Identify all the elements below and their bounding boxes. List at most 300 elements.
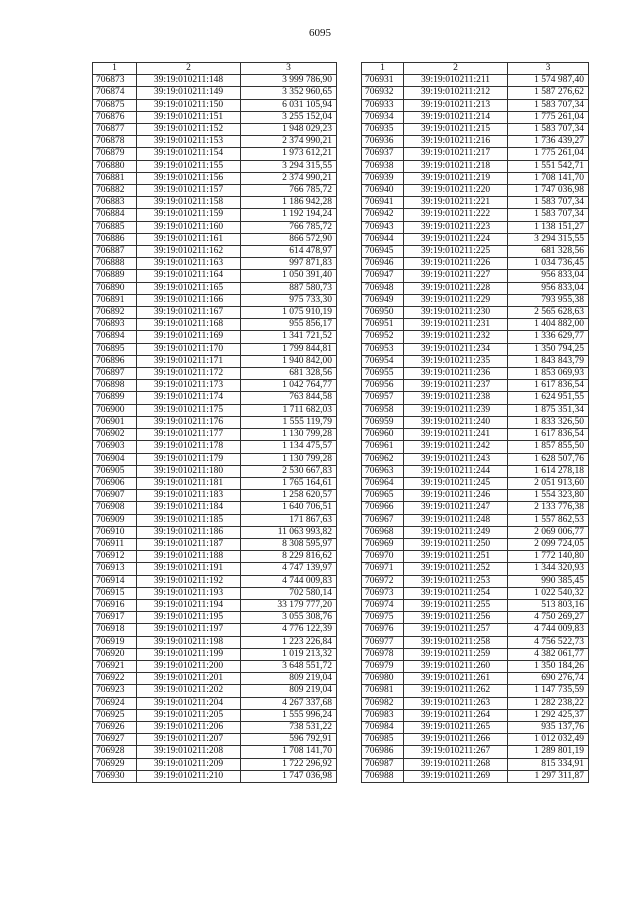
row-number-cell: 706968: [362, 526, 404, 538]
value-cell: 1 583 707,34: [508, 209, 589, 221]
row-number-cell: 706957: [362, 392, 404, 404]
cadastral-number-cell: 39:19:010211:238: [404, 392, 508, 404]
row-number-cell: 706896: [93, 355, 137, 367]
value-cell: 866 572,90: [241, 233, 337, 245]
cadastral-number-cell: 39:19:010211:255: [404, 599, 508, 611]
table-row: [362, 380, 589, 392]
table-row: [362, 246, 589, 258]
row-number-cell: 706986: [362, 746, 404, 758]
value-cell: 8 229 816,62: [241, 551, 337, 563]
cadastral-number-cell: 39:19:010211:204: [137, 697, 241, 709]
table-row: [93, 502, 337, 514]
row-number-cell: 706907: [93, 490, 137, 502]
row-number-cell: 706987: [362, 758, 404, 770]
value-cell: 1 799 844,81: [241, 343, 337, 355]
value-cell: 1 940 842,00: [241, 355, 337, 367]
table-row: [362, 197, 589, 209]
row-number-cell: 706920: [93, 648, 137, 660]
value-cell: 1 019 213,32: [241, 648, 337, 660]
value-cell: 809 219,04: [241, 673, 337, 685]
cadastral-number-cell: 39:19:010211:151: [137, 111, 241, 123]
table-row: [362, 551, 589, 563]
value-cell: 1 223 226,84: [241, 636, 337, 648]
value-cell: 1 843 843,79: [508, 355, 589, 367]
row-number-cell: 706876: [93, 111, 137, 123]
cadastral-number-cell: 39:19:010211:168: [137, 319, 241, 331]
table-row: [93, 490, 337, 502]
cadastral-number-cell: 39:19:010211:200: [137, 660, 241, 672]
cadastral-number-cell: 39:19:010211:165: [137, 282, 241, 294]
cadastral-number-cell: 39:19:010211:195: [137, 612, 241, 624]
row-number-cell: 706891: [93, 294, 137, 306]
cadastral-number-cell: 39:19:010211:214: [404, 111, 508, 123]
table-row: [362, 319, 589, 331]
value-cell: 1 282 238,22: [508, 697, 589, 709]
table-row: [93, 429, 337, 441]
table-row: [362, 660, 589, 672]
table-row: [362, 75, 589, 87]
table-row: [362, 526, 589, 538]
cadastral-number-cell: 39:19:010211:199: [137, 648, 241, 660]
row-number-cell: 706926: [93, 721, 137, 733]
value-cell: 681 328,56: [508, 246, 589, 258]
column-header-2: 2: [404, 63, 508, 75]
row-number-cell: 706983: [362, 709, 404, 721]
value-cell: 1 344 320,93: [508, 563, 589, 575]
value-cell: 738 531,22: [241, 721, 337, 733]
page-number: 6095: [309, 27, 331, 39]
cadastral-number-cell: 39:19:010211:212: [404, 87, 508, 99]
value-cell: 1 336 629,77: [508, 331, 589, 343]
table-row: [362, 270, 589, 282]
cadastral-number-cell: 39:19:010211:198: [137, 636, 241, 648]
cadastral-number-cell: 39:19:010211:153: [137, 136, 241, 148]
value-cell: 4 776 122,39: [241, 624, 337, 636]
cadastral-number-cell: 39:19:010211:178: [137, 441, 241, 453]
table-row: [93, 258, 337, 270]
value-cell: 2 374 990,21: [241, 172, 337, 184]
table-row: [362, 258, 589, 270]
table-row: [362, 587, 589, 599]
value-cell: 1 555 996,24: [241, 709, 337, 721]
table-row: [93, 282, 337, 294]
row-number-cell: 706916: [93, 599, 137, 611]
table-row: [362, 673, 589, 685]
row-number-cell: 706981: [362, 685, 404, 697]
table-row: [93, 685, 337, 697]
value-cell: 763 844,58: [241, 392, 337, 404]
row-number-cell: 706975: [362, 612, 404, 624]
table-row: [93, 673, 337, 685]
row-number-cell: 706909: [93, 514, 137, 526]
cadastral-number-cell: 39:19:010211:206: [137, 721, 241, 733]
table-row: [362, 416, 589, 428]
row-number-cell: 706970: [362, 551, 404, 563]
row-number-cell: 706901: [93, 416, 137, 428]
row-number-cell: 706940: [362, 185, 404, 197]
value-cell: 1 350 184,26: [508, 660, 589, 672]
row-number-cell: 706922: [93, 673, 137, 685]
row-number-cell: 706884: [93, 209, 137, 221]
table-row: [93, 636, 337, 648]
row-number-cell: 706877: [93, 124, 137, 136]
cadastral-number-cell: 39:19:010211:243: [404, 453, 508, 465]
row-number-cell: 706881: [93, 172, 137, 184]
value-cell: 1 775 261,04: [508, 148, 589, 160]
table-row: [362, 599, 589, 611]
row-number-cell: 706973: [362, 587, 404, 599]
row-number-cell: 706938: [362, 160, 404, 172]
value-cell: 1 624 951,55: [508, 392, 589, 404]
row-number-cell: 706935: [362, 124, 404, 136]
row-number-cell: 706880: [93, 160, 137, 172]
value-cell: 1 186 942,28: [241, 197, 337, 209]
table-row: [93, 148, 337, 160]
row-number-cell: 706947: [362, 270, 404, 282]
cadastral-number-cell: 39:19:010211:232: [404, 331, 508, 343]
table-row: [93, 563, 337, 575]
cadastral-number-cell: 39:19:010211:173: [137, 380, 241, 392]
value-cell: 809 219,04: [241, 685, 337, 697]
row-number-cell: 706933: [362, 99, 404, 111]
value-cell: 1 297 311,87: [508, 770, 589, 782]
row-number-cell: 706980: [362, 673, 404, 685]
value-cell: 1 711 682,03: [241, 404, 337, 416]
cadastral-number-cell: 39:19:010211:207: [137, 734, 241, 746]
table-row: [362, 331, 589, 343]
value-cell: 975 733,30: [241, 294, 337, 306]
value-cell: 1 557 862,53: [508, 514, 589, 526]
value-cell: 2 133 776,38: [508, 502, 589, 514]
value-cell: 1 130 799,28: [241, 429, 337, 441]
cadastral-number-cell: 39:19:010211:183: [137, 490, 241, 502]
value-cell: 6 031 105,94: [241, 99, 337, 111]
value-cell: 1 042 764,77: [241, 380, 337, 392]
cadastral-number-cell: 39:19:010211:260: [404, 660, 508, 672]
value-cell: 1 747 036,98: [241, 770, 337, 782]
table-row: [93, 185, 337, 197]
row-number-cell: 706974: [362, 599, 404, 611]
cadastral-number-cell: 39:19:010211:164: [137, 270, 241, 282]
cadastral-number-cell: 39:19:010211:157: [137, 185, 241, 197]
cadastral-number-cell: 39:19:010211:250: [404, 538, 508, 550]
value-cell: 1 554 323,80: [508, 490, 589, 502]
row-number-cell: 706972: [362, 575, 404, 587]
value-cell: 766 785,72: [241, 185, 337, 197]
row-number-cell: 706875: [93, 99, 137, 111]
cadastral-number-cell: 39:19:010211:264: [404, 709, 508, 721]
row-number-cell: 706924: [93, 697, 137, 709]
table-row: [93, 319, 337, 331]
row-number-cell: 706917: [93, 612, 137, 624]
cadastral-number-cell: 39:19:010211:236: [404, 368, 508, 380]
table-row: [93, 221, 337, 233]
cadastral-number-cell: 39:19:010211:171: [137, 355, 241, 367]
cadastral-number-cell: 39:19:010211:265: [404, 721, 508, 733]
value-cell: 1 587 276,62: [508, 87, 589, 99]
row-number-cell: 706977: [362, 636, 404, 648]
value-cell: 3 294 315,55: [508, 233, 589, 245]
row-number-cell: 706937: [362, 148, 404, 160]
cadastral-number-cell: 39:19:010211:251: [404, 551, 508, 563]
cadastral-number-cell: 39:19:010211:219: [404, 172, 508, 184]
value-cell: 1 736 439,27: [508, 136, 589, 148]
value-cell: 1 292 425,37: [508, 709, 589, 721]
value-cell: 1 617 836,54: [508, 429, 589, 441]
cadastral-number-cell: 39:19:010211:152: [137, 124, 241, 136]
cadastral-number-cell: 39:19:010211:228: [404, 282, 508, 294]
cadastral-number-cell: 39:19:010211:259: [404, 648, 508, 660]
row-number-cell: 706904: [93, 453, 137, 465]
row-number-cell: 706962: [362, 453, 404, 465]
cadastral-number-cell: 39:19:010211:216: [404, 136, 508, 148]
table-row: [93, 111, 337, 123]
cadastral-number-cell: 39:19:010211:261: [404, 673, 508, 685]
row-number-cell: 706949: [362, 294, 404, 306]
value-cell: 1 708 141,70: [241, 746, 337, 758]
cadastral-number-cell: 39:19:010211:249: [404, 526, 508, 538]
cadastral-number-cell: 39:19:010211:247: [404, 502, 508, 514]
cadastral-number-cell: 39:19:010211:179: [137, 453, 241, 465]
row-number-cell: 706951: [362, 319, 404, 331]
cadastral-number-cell: 39:19:010211:197: [137, 624, 241, 636]
row-number-cell: 706893: [93, 319, 137, 331]
cadastral-number-cell: 39:19:010211:159: [137, 209, 241, 221]
table-row: [362, 538, 589, 550]
cadastral-number-cell: 39:19:010211:234: [404, 343, 508, 355]
cadastral-number-cell: 39:19:010211:172: [137, 368, 241, 380]
value-cell: 2 374 990,21: [241, 136, 337, 148]
value-cell: 1 583 707,34: [508, 197, 589, 209]
row-number-cell: 706921: [93, 660, 137, 672]
table-row: [93, 697, 337, 709]
table-row: [362, 770, 589, 782]
row-number-cell: 706894: [93, 331, 137, 343]
value-cell: 3 999 786,90: [241, 75, 337, 87]
row-number-cell: 706941: [362, 197, 404, 209]
row-number-cell: 706934: [362, 111, 404, 123]
table-row: [362, 111, 589, 123]
row-number-cell: 706944: [362, 233, 404, 245]
table-row: [362, 477, 589, 489]
cadastral-number-cell: 39:19:010211:225: [404, 246, 508, 258]
row-number-cell: 706892: [93, 307, 137, 319]
column-header-2: 2: [137, 63, 241, 75]
row-number-cell: 706969: [362, 538, 404, 550]
value-cell: 1 022 540,32: [508, 587, 589, 599]
row-number-cell: 706913: [93, 563, 137, 575]
value-cell: 4 382 061,77: [508, 648, 589, 660]
row-number-cell: 706958: [362, 404, 404, 416]
table-row: [93, 526, 337, 538]
row-number-cell: 706903: [93, 441, 137, 453]
row-number-cell: 706964: [362, 477, 404, 489]
table-row: [362, 368, 589, 380]
row-number-cell: 706930: [93, 770, 137, 782]
cadastral-number-cell: 39:19:010211:218: [404, 160, 508, 172]
table-row: [93, 551, 337, 563]
table-row: [93, 587, 337, 599]
cadastral-number-cell: 39:19:010211:191: [137, 563, 241, 575]
row-number-cell: 706956: [362, 380, 404, 392]
value-cell: 4 747 139,97: [241, 563, 337, 575]
value-cell: 702 580,14: [241, 587, 337, 599]
data-table-left: [92, 62, 337, 783]
value-cell: 1 551 542,71: [508, 160, 589, 172]
row-number-cell: 706927: [93, 734, 137, 746]
value-cell: 1 130 799,28: [241, 453, 337, 465]
value-cell: 1 192 194,24: [241, 209, 337, 221]
value-cell: 1 948 029,23: [241, 124, 337, 136]
value-cell: 2 099 724,05: [508, 538, 589, 550]
row-number-cell: 706928: [93, 746, 137, 758]
cadastral-number-cell: 39:19:010211:257: [404, 624, 508, 636]
cadastral-number-cell: 39:19:010211:154: [137, 148, 241, 160]
cadastral-number-cell: 39:19:010211:205: [137, 709, 241, 721]
row-number-cell: 706923: [93, 685, 137, 697]
table-row: [362, 453, 589, 465]
table-row: [93, 392, 337, 404]
cadastral-number-cell: 39:19:010211:237: [404, 380, 508, 392]
cadastral-number-cell: 39:19:010211:167: [137, 307, 241, 319]
cadastral-number-cell: 39:19:010211:174: [137, 392, 241, 404]
cadastral-number-cell: 39:19:010211:252: [404, 563, 508, 575]
cadastral-number-cell: 39:19:010211:230: [404, 307, 508, 319]
table-row: [93, 343, 337, 355]
table-row: [93, 233, 337, 245]
table-row: [93, 160, 337, 172]
table-row: [93, 209, 337, 221]
cadastral-number-cell: 39:19:010211:150: [137, 99, 241, 111]
table-row: [362, 221, 589, 233]
cadastral-number-cell: 39:19:010211:222: [404, 209, 508, 221]
value-cell: 1 012 032,49: [508, 734, 589, 746]
cadastral-number-cell: 39:19:010211:226: [404, 258, 508, 270]
table-row: [93, 612, 337, 624]
cadastral-number-cell: 39:19:010211:269: [404, 770, 508, 782]
table-row: [93, 380, 337, 392]
cadastral-number-cell: 39:19:010211:229: [404, 294, 508, 306]
row-number-cell: 706915: [93, 587, 137, 599]
cadastral-number-cell: 39:19:010211:240: [404, 416, 508, 428]
table-row: [93, 270, 337, 282]
cadastral-number-cell: 39:19:010211:254: [404, 587, 508, 599]
cadastral-number-cell: 39:19:010211:211: [404, 75, 508, 87]
cadastral-number-cell: 39:19:010211:158: [137, 197, 241, 209]
row-number-cell: 706918: [93, 624, 137, 636]
row-number-cell: 706950: [362, 307, 404, 319]
value-cell: 1 138 151,27: [508, 221, 589, 233]
table-row: [93, 477, 337, 489]
value-cell: 4 750 269,27: [508, 612, 589, 624]
value-cell: 1 722 296,92: [241, 758, 337, 770]
table-row: [93, 624, 337, 636]
table-row: [362, 404, 589, 416]
value-cell: 2 530 667,83: [241, 465, 337, 477]
row-number-cell: 706960: [362, 429, 404, 441]
value-cell: 690 276,74: [508, 673, 589, 685]
cadastral-number-cell: 39:19:010211:148: [137, 75, 241, 87]
table-header-row: [362, 63, 589, 75]
value-cell: 956 833,04: [508, 282, 589, 294]
value-cell: 956 833,04: [508, 270, 589, 282]
cadastral-number-cell: 39:19:010211:246: [404, 490, 508, 502]
cadastral-number-cell: 39:19:010211:169: [137, 331, 241, 343]
cadastral-number-cell: 39:19:010211:267: [404, 746, 508, 758]
row-number-cell: 706959: [362, 416, 404, 428]
cadastral-number-cell: 39:19:010211:223: [404, 221, 508, 233]
row-number-cell: 706882: [93, 185, 137, 197]
table-row: [93, 453, 337, 465]
cadastral-number-cell: 39:19:010211:231: [404, 319, 508, 331]
value-cell: 1 857 855,50: [508, 441, 589, 453]
value-cell: 4 756 522,73: [508, 636, 589, 648]
cadastral-number-cell: 39:19:010211:185: [137, 514, 241, 526]
column-header-1: 1: [362, 63, 404, 75]
table-row: [93, 599, 337, 611]
value-cell: 766 785,72: [241, 221, 337, 233]
table-row: [362, 697, 589, 709]
cadastral-number-cell: 39:19:010211:177: [137, 429, 241, 441]
table-row: [362, 709, 589, 721]
row-number-cell: 706961: [362, 441, 404, 453]
value-cell: 1 404 882,00: [508, 319, 589, 331]
column-header-1: 1: [93, 63, 137, 75]
value-cell: 997 871,83: [241, 258, 337, 270]
cadastral-number-cell: 39:19:010211:187: [137, 538, 241, 550]
row-number-cell: 706887: [93, 246, 137, 258]
table-row: [93, 99, 337, 111]
table-row: [93, 307, 337, 319]
value-cell: 1 765 164,61: [241, 477, 337, 489]
table-row: [93, 709, 337, 721]
cadastral-number-cell: 39:19:010211:215: [404, 124, 508, 136]
cadastral-number-cell: 39:19:010211:156: [137, 172, 241, 184]
row-number-cell: 706955: [362, 368, 404, 380]
table-row: [93, 294, 337, 306]
cadastral-number-cell: 39:19:010211:209: [137, 758, 241, 770]
table-row: [93, 514, 337, 526]
row-number-cell: 706905: [93, 465, 137, 477]
cadastral-number-cell: 39:19:010211:175: [137, 404, 241, 416]
cadastral-number-cell: 39:19:010211:253: [404, 575, 508, 587]
cadastral-number-cell: 39:19:010211:266: [404, 734, 508, 746]
cadastral-number-cell: 39:19:010211:244: [404, 465, 508, 477]
row-number-cell: 706979: [362, 660, 404, 672]
value-cell: 1 614 278,18: [508, 465, 589, 477]
table-row: [362, 465, 589, 477]
cadastral-number-cell: 39:19:010211:224: [404, 233, 508, 245]
row-number-cell: 706953: [362, 343, 404, 355]
table-row: [362, 734, 589, 746]
row-number-cell: 706912: [93, 551, 137, 563]
row-number-cell: 706902: [93, 429, 137, 441]
value-cell: 1 134 475,57: [241, 441, 337, 453]
table-row: [93, 136, 337, 148]
table-row: [362, 648, 589, 660]
table-row: [93, 331, 337, 343]
value-cell: 2 565 628,63: [508, 307, 589, 319]
table-row: [362, 746, 589, 758]
table-row: [93, 124, 337, 136]
table-row: [93, 441, 337, 453]
cadastral-number-cell: 39:19:010211:213: [404, 99, 508, 111]
row-number-cell: 706897: [93, 368, 137, 380]
table-row: [93, 746, 337, 758]
table-row: [362, 685, 589, 697]
value-cell: 935 137,76: [508, 721, 589, 733]
row-number-cell: 706906: [93, 477, 137, 489]
